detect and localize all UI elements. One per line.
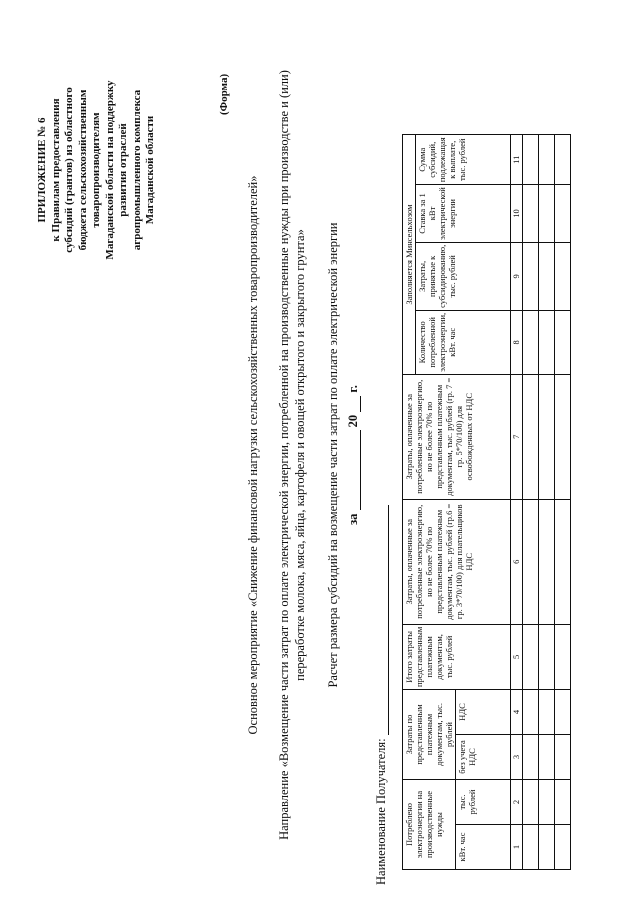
header-total: Итого затраты представленным платежным документам, тыс. рублей (403, 624, 511, 689)
subheader-vat: НДС (456, 690, 511, 735)
column-number: 1 (511, 825, 523, 870)
appendix-line: Магаданской области на поддержку (103, 80, 116, 260)
header-col7: Затраты, оплаченные за потребленные электроэнергию, но не более 70% по представленным платежным документам, тыс. рублей (гр. 7 = гр. 5*70/100) для освобожденных от НДС (403, 374, 511, 499)
column-number: 6 (511, 499, 523, 624)
period-prefix: за (346, 513, 360, 525)
period-line (346, 55, 361, 855)
recipient-row (374, 475, 389, 885)
column-number: 4 (511, 690, 523, 735)
appendix-line: агропромышленного комплекса (130, 89, 143, 251)
subheader-kwh: кВт. час (456, 825, 511, 870)
header-col10: Ставка за 1 кВт электрической энергии (416, 185, 511, 243)
activity-title: Основное мероприятие «Снижение финансовой нагрузки сельскохозяйственных товаропроизводителей» (246, 175, 260, 735)
recipient-blank (374, 505, 389, 735)
period-blank (348, 430, 361, 510)
direction-text (276, 40, 308, 870)
calculation-table (402, 134, 571, 870)
appendix-line: бюджета сельскохозяйственным (76, 89, 89, 251)
column-number: 7 (511, 374, 523, 499)
appendix-line: развития отраслей (117, 123, 129, 217)
recipient-label: Наименование Получателя: (374, 738, 388, 885)
column-number: 11 (511, 135, 523, 185)
column-numbers-row (511, 135, 523, 870)
header-col11: Сумма субсидий, подлежащая к выплате, тыс. рублей (416, 135, 511, 185)
table-row (555, 135, 571, 870)
direction-line-1: Направление «Возмещение части затрат по оплате электрической энергии, потребленной на производственные нужды при производстве и (или) (277, 70, 291, 840)
header-col6: Затраты, оплаченные за потребленные электроэнергию, но не более 70% по представленным платежным документам, тыс. рублей (гр.6 = гр. 3*70/100) для плательщиков НДС (403, 499, 511, 624)
column-number: 5 (511, 624, 523, 689)
appendix-line: товаропроизводителям (90, 112, 102, 228)
subheader-no-vat: без учета НДС (456, 735, 511, 780)
appendix-line: субсидий (грантов) из областного (63, 87, 75, 253)
period-year-prefix: 20 (346, 414, 360, 428)
appendix-header (36, 35, 158, 305)
appendix-title: ПРИЛОЖЕНИЕ № 6 (36, 117, 48, 223)
header-col9: Затраты, принятые к субсидированию, тыс. рублей (416, 242, 511, 310)
calculation-title: Расчет размера субсидий на возмещение части затрат по оплате электрической энергии (326, 222, 340, 688)
column-number: 10 (511, 185, 523, 243)
appendix-line: к Правилам предоставления (49, 98, 62, 242)
form-label: (Форма) (218, 73, 230, 115)
column-number: 3 (511, 735, 523, 780)
column-number: 9 (511, 242, 523, 310)
subheader-rub: тыс. рублей (456, 780, 511, 825)
period-suffix: г. (346, 385, 360, 393)
column-number: 8 (511, 310, 523, 374)
header-minselhoz: Заполняется Минсельхозом (403, 135, 416, 374)
header-row-1 (403, 135, 416, 870)
table-row (539, 135, 555, 870)
header-costs-docs: Затраты по представленным платежным документам, тыс. рублей (403, 690, 456, 780)
calculation-table-wrap (402, 134, 571, 870)
year-blank (348, 396, 361, 412)
header-consumed: Потреблено электроэнергии на производственные нужды (403, 780, 456, 870)
table-row (523, 135, 539, 870)
header-col8: Количество потребленной электроэнергии, кВт. час (416, 310, 511, 374)
column-number: 2 (511, 780, 523, 825)
document-page (22, 25, 622, 885)
appendix-line: Магаданской области (144, 115, 156, 225)
direction-line-2: переработке молока, мяса, яйца, картофеля и овощей открытого и закрытого грунта» (293, 229, 307, 681)
